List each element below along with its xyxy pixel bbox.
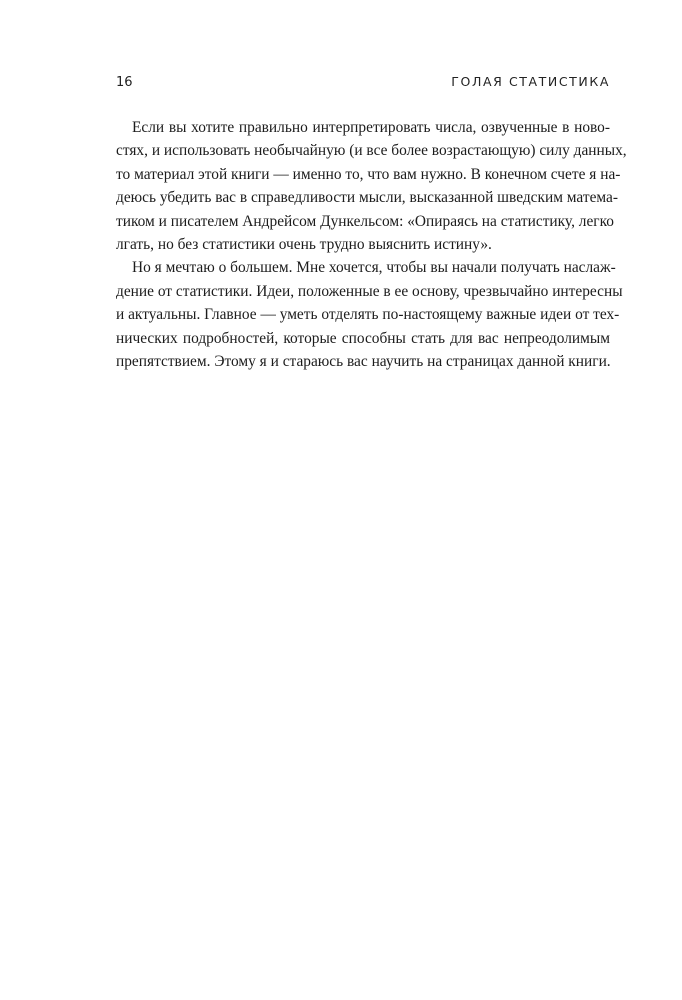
text-line: Если вы хотите правильно интерпретировать числа, озвученные в ново- [132, 119, 610, 136]
page-number: 16 [116, 75, 133, 90]
running-title: ГОЛАЯ СТАТИСТИКА [451, 74, 610, 89]
paragraph [116, 116, 627, 256]
paragraph [116, 256, 623, 373]
text-line: тиком и писателем Андрейсом Дункельсом: «Опираясь на статистику, легко [116, 212, 614, 230]
text-line: лгать, но без статистики очень трудно выяснить истину». [116, 236, 492, 254]
text-line: стях, и использовать необычайную (и все более возрастающую) силу данных, [116, 142, 627, 160]
text-line: и актуальны. Главное — уметь отделять по-настоящему важные идеи от тех- [116, 306, 620, 324]
running-head [116, 74, 610, 92]
text-line: то материал этой книги — именно то, что вам нужно. В конечном счете я на- [116, 165, 621, 183]
text-line: нических подробностей, которые способны стать для вас непреодолимым [116, 329, 610, 347]
text-line: дение от статистики. Идеи, положенные в ее основу, чрезвычайно интересны [116, 282, 623, 300]
text-line: препятствием. Этому я и стараюсь вас научить на страницах данной книги. [116, 353, 611, 371]
text-line: деюсь убедить вас в справедливости мысли, высказанной шведским матема- [116, 189, 619, 207]
text-line: Но я мечтаю о большем. Мне хочется, чтобы вы начали получать наслаж- [132, 259, 616, 277]
body-text [116, 116, 627, 373]
